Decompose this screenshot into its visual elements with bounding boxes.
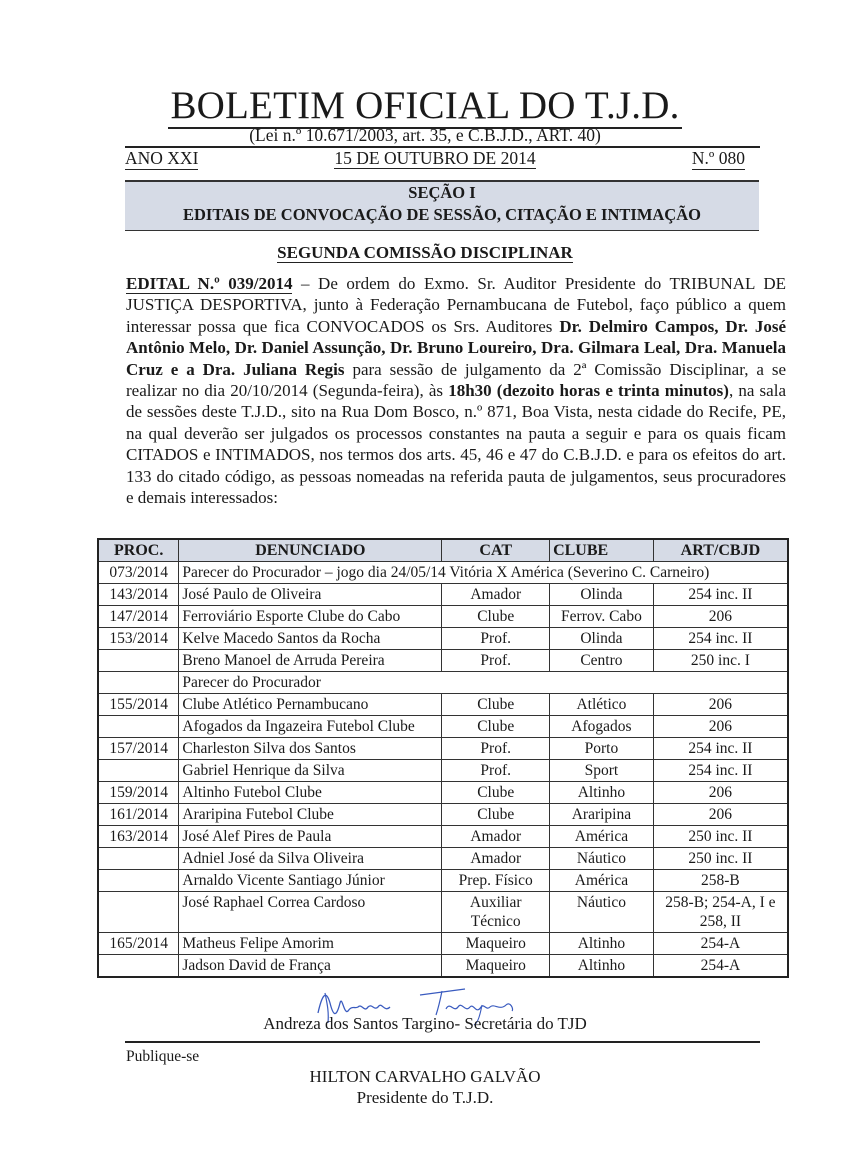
cell-cat: Amador xyxy=(442,584,550,606)
legal-reference: (Lei n.º 10.671/2003, art. 35, e C.B.J.D., ART. 40) xyxy=(249,125,601,145)
cell-clube: América xyxy=(550,826,654,848)
cell-clube: Altinho xyxy=(550,933,654,955)
table-header-row xyxy=(98,539,788,562)
president-block xyxy=(0,1066,850,1108)
cell-denunciado: Adniel José da Silva Oliveira xyxy=(179,848,442,870)
cell-art: 254 inc. II xyxy=(653,738,788,760)
cell-cat: Maqueiro xyxy=(442,933,550,955)
table-row xyxy=(98,826,788,848)
cell-cat: Amador xyxy=(442,826,550,848)
cell-cat: Clube xyxy=(442,782,550,804)
cell-art: 206 xyxy=(653,782,788,804)
cell-proc xyxy=(98,650,179,672)
table-row xyxy=(98,870,788,892)
cell-clube: Afogados xyxy=(550,716,654,738)
header-cat: CAT xyxy=(442,539,550,562)
section-number: SEÇÃO I xyxy=(408,183,476,202)
header-clube: CLUBE xyxy=(550,539,654,562)
edital-number: EDITAL N.º 039/2014 xyxy=(126,274,293,293)
cell-denunciado: Ferroviário Esporte Clube do Cabo xyxy=(179,606,442,628)
cell-clube: Centro xyxy=(550,650,654,672)
cell-proc: 161/2014 xyxy=(98,804,179,826)
table-row xyxy=(98,716,788,738)
cell-denunciado: Clube Atlético Pernambucano xyxy=(179,694,442,716)
cell-proc: 163/2014 xyxy=(98,826,179,848)
table-row xyxy=(98,650,788,672)
table-row xyxy=(98,804,788,826)
cell-cat: Clube xyxy=(442,606,550,628)
cell-cat: Prof. xyxy=(442,738,550,760)
cell-denunciado: Charleston Silva dos Santos xyxy=(179,738,442,760)
cell-proc: 073/2014 xyxy=(98,562,179,584)
cell-proc: 159/2014 xyxy=(98,782,179,804)
cell-denunciado: José Paulo de Oliveira xyxy=(179,584,442,606)
cell-art: 254-A xyxy=(653,955,788,978)
secretary-signature-line: Andreza dos Santos Targino- Secretária do TJD xyxy=(263,1014,587,1033)
cell-parecer: Parecer do Procurador – jogo dia 24/05/14 Vitória X América (Severino C. Carneiro) xyxy=(179,562,788,584)
table-row xyxy=(98,672,788,694)
cell-art: 254 inc. II xyxy=(653,628,788,650)
cell-parecer: Parecer do Procurador xyxy=(179,672,788,694)
bulletin-title: BOLETIM OFICIAL DO T.J.D. xyxy=(170,84,680,127)
cell-cat: Prof. xyxy=(442,650,550,672)
cell-denunciado: Jadson David de França xyxy=(179,955,442,978)
table-row xyxy=(98,955,788,978)
cell-cat: Prof. xyxy=(442,760,550,782)
cell-clube: Olinda xyxy=(550,584,654,606)
cell-art: 254-A xyxy=(653,933,788,955)
section-title: EDITAIS DE CONVOCAÇÃO DE SESSÃO, CITAÇÃO E INTIMAÇÃO xyxy=(183,205,701,224)
section-banner xyxy=(125,180,759,231)
cell-proc xyxy=(98,848,179,870)
cell-clube: Olinda xyxy=(550,628,654,650)
table-row xyxy=(98,628,788,650)
cell-proc xyxy=(98,716,179,738)
cell-clube: Náutico xyxy=(550,848,654,870)
issue-info xyxy=(125,147,745,169)
cell-art: 206 xyxy=(653,606,788,628)
table-row xyxy=(98,760,788,782)
president-title: Presidente do T.J.D. xyxy=(356,1088,494,1107)
session-time: 18h30 (dezoito horas e trinta minutos) xyxy=(448,381,729,401)
cell-cat: Amador xyxy=(442,848,550,870)
table-row xyxy=(98,562,788,584)
header-art: ART/CBJD xyxy=(653,539,788,562)
cell-clube: Araripina xyxy=(550,804,654,826)
cell-proc: 155/2014 xyxy=(98,694,179,716)
table-row xyxy=(98,606,788,628)
cell-clube: América xyxy=(550,870,654,892)
cell-art: 258-B xyxy=(653,870,788,892)
cell-cat: Prep. Físico xyxy=(442,870,550,892)
cell-proc xyxy=(98,672,179,694)
cell-proc: 157/2014 xyxy=(98,738,179,760)
issue-year: ANO XXI xyxy=(125,148,199,168)
cell-proc xyxy=(98,892,179,933)
cell-art: 250 inc. I xyxy=(653,650,788,672)
commission-title: SEGUNDA COMISSÃO DISCIPLINAR xyxy=(277,243,573,262)
cell-clube: Ferrov. Cabo xyxy=(550,606,654,628)
cell-denunciado: Altinho Futebol Clube xyxy=(179,782,442,804)
cell-denunciado: Afogados da Ingazeira Futebol Clube xyxy=(179,716,442,738)
cell-art: 206 xyxy=(653,804,788,826)
cell-proc xyxy=(98,760,179,782)
table-row xyxy=(98,584,788,606)
cell-art: 258-B; 254-A, I e 258, II xyxy=(653,892,788,933)
cell-art: 250 inc. II xyxy=(653,826,788,848)
cell-denunciado: Breno Manoel de Arruda Pereira xyxy=(179,650,442,672)
cell-art: 206 xyxy=(653,694,788,716)
table-row xyxy=(98,694,788,716)
cell-clube: Sport xyxy=(550,760,654,782)
cell-denunciado: Kelve Macedo Santos da Rocha xyxy=(179,628,442,650)
issue-date: 15 DE OUTUBRO DE 2014 xyxy=(334,148,536,168)
cell-art: 250 inc. II xyxy=(653,848,788,870)
cell-clube: Altinho xyxy=(550,782,654,804)
cell-denunciado: José Raphael Correa Cardoso xyxy=(179,892,442,933)
cell-cat: Clube xyxy=(442,694,550,716)
cell-denunciado: Gabriel Henrique da Silva xyxy=(179,760,442,782)
president-name: HILTON CARVALHO GALVÃO xyxy=(309,1067,541,1086)
cell-proc: 153/2014 xyxy=(98,628,179,650)
cell-proc: 143/2014 xyxy=(98,584,179,606)
header-denunciado: DENUNCIADO xyxy=(179,539,442,562)
cell-clube: Náutico xyxy=(550,892,654,933)
table-body xyxy=(98,562,788,978)
cell-clube: Altinho xyxy=(550,955,654,978)
cell-art: 254 inc. II xyxy=(653,584,788,606)
cell-cat: Prof. xyxy=(442,628,550,650)
cell-denunciado: Arnaldo Vicente Santiago Júnior xyxy=(179,870,442,892)
cell-cat: Maqueiro xyxy=(442,955,550,978)
cell-clube: Porto xyxy=(550,738,654,760)
cell-clube: Atlético xyxy=(550,694,654,716)
table-row xyxy=(98,933,788,955)
table-row xyxy=(98,892,788,933)
cell-cat: Clube xyxy=(442,804,550,826)
cell-proc xyxy=(98,870,179,892)
cell-proc xyxy=(98,955,179,978)
cell-art: 254 inc. II xyxy=(653,760,788,782)
cell-cat: Clube xyxy=(442,716,550,738)
cell-proc: 165/2014 xyxy=(98,933,179,955)
hearing-schedule-table xyxy=(97,538,789,978)
issue-number: N.º 080 xyxy=(691,148,745,168)
cell-denunciado: José Alef Pires de Paula xyxy=(179,826,442,848)
auditors-list: Dr. Delmiro Campos, Dr. José Antônio Melo, Dr. Daniel Assunção, Dr. Bruno Loureiro, Dra. Gilmara Leal, Dra. Manuela Cruz e a Dra. Juliana Regis xyxy=(126,316,786,379)
cell-cat: Auxiliar Técnico xyxy=(442,892,550,933)
table-row xyxy=(98,738,788,760)
cell-art: 206 xyxy=(653,716,788,738)
table-row xyxy=(98,848,788,870)
edital-paragraph: EDITAL N.º 039/2014 – De ordem do Exmo. Sr. Auditor Presidente do TRIBUNAL DE JUSTIÇA DESPORTIVA, junto à Federação Pernambucana de Futebol, faço público a quem interessar possa que fica CONVOCADOS os Srs. Auditores Dr. Delmiro Campos, Dr. José Antônio Melo, Dr. Daniel Assunção, Dr. Bruno Loureiro, Dra. Gilmara Leal, Dra. Manuela Cruz e a Dra. Juliana Regis para sessão de julgamento da 2ª Comissão Disciplinar, a se realizar no dia 20/10/2014 (Segunda-feira), às 18h30 (dezoito horas e trinta minutos), na sala de sessões deste T.J.D., sito na Rua Dom Bosco, n.º 871, Boa Vista, nesta cidade do Recife, PE, na qual deverão ser julgados os processos constantes na pauta a seguir e para os quais ficam CITADOS e INTIMADOS, nos termos dos arts. 45, 46 e 47 do C.B.J.D. e para os efeitos do art. 133 do citado código, as pessoas nomeadas na referida pauta de julgamentos, seus procuradores e demais interessados: xyxy=(126,274,786,508)
header-proc: PROC. xyxy=(98,539,179,562)
table-row xyxy=(98,782,788,804)
cell-denunciado: Araripina Futebol Clube xyxy=(179,804,442,826)
publish-order: Publique-se xyxy=(126,1048,200,1065)
cell-denunciado: Matheus Felipe Amorim xyxy=(179,933,442,955)
footer-divider xyxy=(125,1041,760,1043)
cell-proc: 147/2014 xyxy=(98,606,179,628)
